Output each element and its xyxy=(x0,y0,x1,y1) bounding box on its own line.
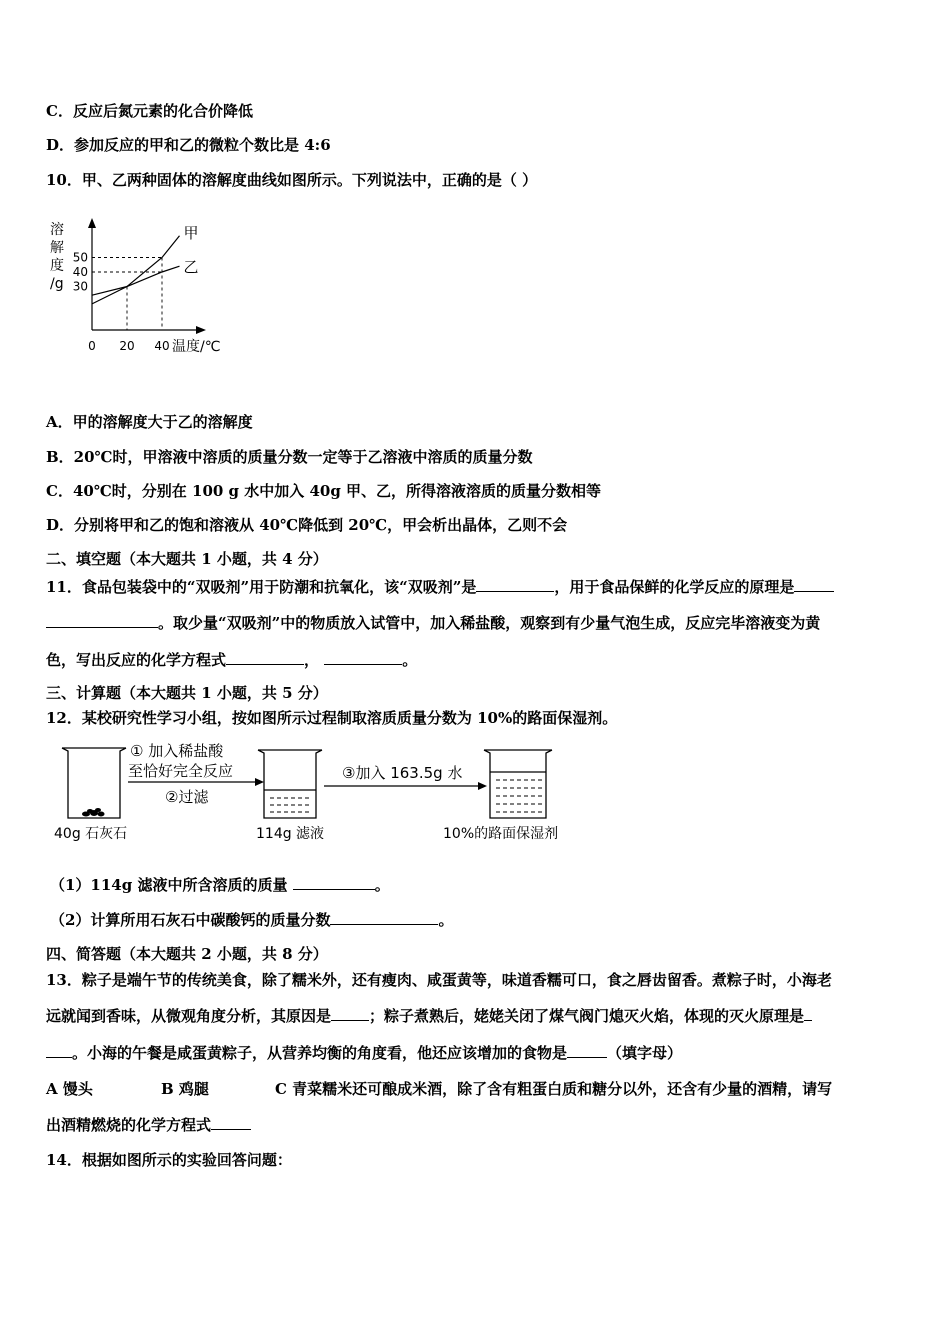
solubility-chart xyxy=(44,212,244,372)
q13-text-b: ；粽子煮熟后，姥姥关闭了煤气阀门熄灭火焰，体现的灭火原理是 xyxy=(369,1007,805,1025)
q13-option-a: A 馒头 xyxy=(46,1080,93,1098)
q13-text-a: 远就闻到香味，从微观角度分析，其原因是 xyxy=(46,1007,332,1025)
answer-blank[interactable] xyxy=(476,577,554,592)
solution-dashes xyxy=(496,780,542,812)
arrow-1-head xyxy=(255,778,264,786)
y-label-char: /g xyxy=(50,276,64,292)
q9-option-c: C．反应后氮元素的化合价降低 xyxy=(46,102,253,120)
q10-stem: 10．甲、乙两种固体的溶解度曲线如图所示。下列说法中，正确的是（ ） xyxy=(46,171,538,189)
label-limestone: 40g 石灰石 xyxy=(54,826,128,842)
section2-heading: 二、填空题（本大题共 1 小题，共 4 分） xyxy=(46,550,328,568)
x-tick-label: 40 xyxy=(154,339,170,353)
q13-line3 xyxy=(46,1043,682,1063)
limestone-pieces xyxy=(82,808,105,817)
answer-blank[interactable] xyxy=(211,1115,251,1130)
answer-blank[interactable] xyxy=(330,910,438,925)
q11-text-d: 色，写出反应的化学方程式 xyxy=(46,651,227,669)
answer-blank[interactable] xyxy=(794,577,834,592)
q10-option-c: C．40℃时，分别在 100 g 水中加入 40g 甲、乙，所得溶液溶质的质量分数相等 xyxy=(46,482,602,500)
chart-curves xyxy=(92,224,199,304)
q13-option-c: C 青菜糯米还可酿成米酒，除了含有粗蛋白质和糖分以外，还含有少量的酒精，请写 xyxy=(275,1080,833,1098)
q12-sub2-end: 。 xyxy=(438,911,454,929)
label-filtrate: 114g 滤液 xyxy=(256,826,325,842)
q11-line2 xyxy=(46,613,820,633)
q10-option-a: A．甲的溶解度大于乙的溶解度 xyxy=(46,413,253,431)
x-tick-label: 0 xyxy=(88,339,96,353)
y-label-char: 度 xyxy=(50,258,64,274)
x-tick-label: 20 xyxy=(119,339,135,353)
q10-option-d: D．分别将甲和乙的饱和溶液从 40℃降低到 20℃，甲会析出晶体，乙则不会 xyxy=(46,516,568,534)
q12-sub2 xyxy=(50,910,453,930)
q13-text-e: 出酒精燃烧的化学方程式 xyxy=(46,1116,212,1134)
answer-blank[interactable] xyxy=(46,613,158,628)
q12-sub2-text: （2）计算所用石灰石中碳酸钙的质量分数 xyxy=(50,911,331,929)
q13-option-b: B 鸡腿 xyxy=(161,1080,209,1098)
answer-blank[interactable] xyxy=(324,650,402,665)
q12-sub1-text: （1）114g 滤液中所含溶质的质量 xyxy=(50,876,288,894)
answer-blank[interactable] xyxy=(293,875,375,890)
step1-line2: 至恰好完全反应 xyxy=(128,762,234,780)
beaker-1 xyxy=(62,748,126,818)
q9-option-d: D．参加反应的甲和乙的微粒个数比是 4:6 xyxy=(46,136,331,154)
q11-line3 xyxy=(46,650,417,670)
y-label-char: 解 xyxy=(50,240,64,256)
answer-blank[interactable] xyxy=(226,650,304,665)
beaker-3 xyxy=(484,750,552,818)
q14-stem: 14．根据如图所示的实验回答问题： xyxy=(46,1151,292,1169)
q11-text-a: 11．食品包装袋中的“双吸剂”用于防潮和抗氧化，该“双吸剂”是 xyxy=(46,578,477,596)
q13-text-c: 。小海的午餐是咸蛋黄粽子，从营养均衡的角度看，他还应该增加的食物是 xyxy=(72,1044,568,1062)
section3-heading: 三、计算题（本大题共 1 小题，共 5 分） xyxy=(46,684,328,702)
q13-line4 xyxy=(46,1079,833,1099)
answer-blank[interactable] xyxy=(46,1043,72,1058)
q11-text-c: 。取少量“双吸剂”中的物质放入试管中，加入稀盐酸，观察到有少量气泡生成，反应完毕溶液变为黄 xyxy=(158,614,821,632)
q12-stem: 12．某校研究性学习小组，按如图所示过程制取溶质质量分数为 10%的路面保湿剂。 xyxy=(46,709,618,727)
step2: ②过滤 xyxy=(165,788,209,806)
q12-sub1 xyxy=(50,875,390,895)
q13-text-d: （填字母） xyxy=(607,1044,683,1062)
q13-line1: 13．粽子是端午节的传统美食，除了糯米外，还有瘦肉、咸蛋黄等，味道香糯可口，食之唇齿留香。煮粽子时，小海老 xyxy=(46,971,832,989)
answer-blank[interactable] xyxy=(567,1043,607,1058)
section4-heading: 四、简答题（本大题共 2 小题，共 8 分） xyxy=(46,945,328,963)
q11-text-e: ， xyxy=(304,651,320,669)
y-tick-label: 30 xyxy=(72,279,88,294)
q11-text-b: ，用于食品保鲜的化学反应的原理是 xyxy=(554,578,795,596)
q13-line5 xyxy=(46,1115,251,1135)
q10-option-b: B．20℃时，甲溶液中溶质的质量分数一定等于乙溶液中溶质的质量分数 xyxy=(46,448,533,466)
q13-line2 xyxy=(46,1006,812,1026)
x-axis-label: 温度/℃ xyxy=(172,339,221,355)
legend-yi: 乙 xyxy=(183,258,199,277)
y-tick-label: 50 xyxy=(72,250,88,265)
filtrate-dashes xyxy=(270,798,312,812)
beaker-2 xyxy=(258,750,322,818)
answer-blank[interactable] xyxy=(331,1006,369,1021)
process-diagram xyxy=(50,738,610,848)
label-product: 10%的路面保湿剂 xyxy=(443,826,559,842)
arrow-2-head xyxy=(478,782,487,790)
q11-text-f: 。 xyxy=(402,651,418,669)
y-axis-label xyxy=(50,221,64,292)
series-line-yi xyxy=(92,266,180,295)
legend-jia: 甲 xyxy=(183,223,199,242)
step3: ③加入 163.5g 水 xyxy=(342,764,463,782)
series-line-jia xyxy=(92,236,180,304)
answer-blank[interactable] xyxy=(804,1006,812,1021)
y-tick-label: 40 xyxy=(72,265,88,279)
q11-line1 xyxy=(46,577,834,597)
y-axis-arrow xyxy=(88,218,96,228)
step1-line1: ① 加入稀盐酸 xyxy=(130,742,224,760)
q12-sub1-end: 。 xyxy=(374,876,390,894)
chart-guides xyxy=(92,258,162,331)
x-axis-arrow xyxy=(196,326,206,334)
y-label-char: 溶 xyxy=(50,222,64,238)
